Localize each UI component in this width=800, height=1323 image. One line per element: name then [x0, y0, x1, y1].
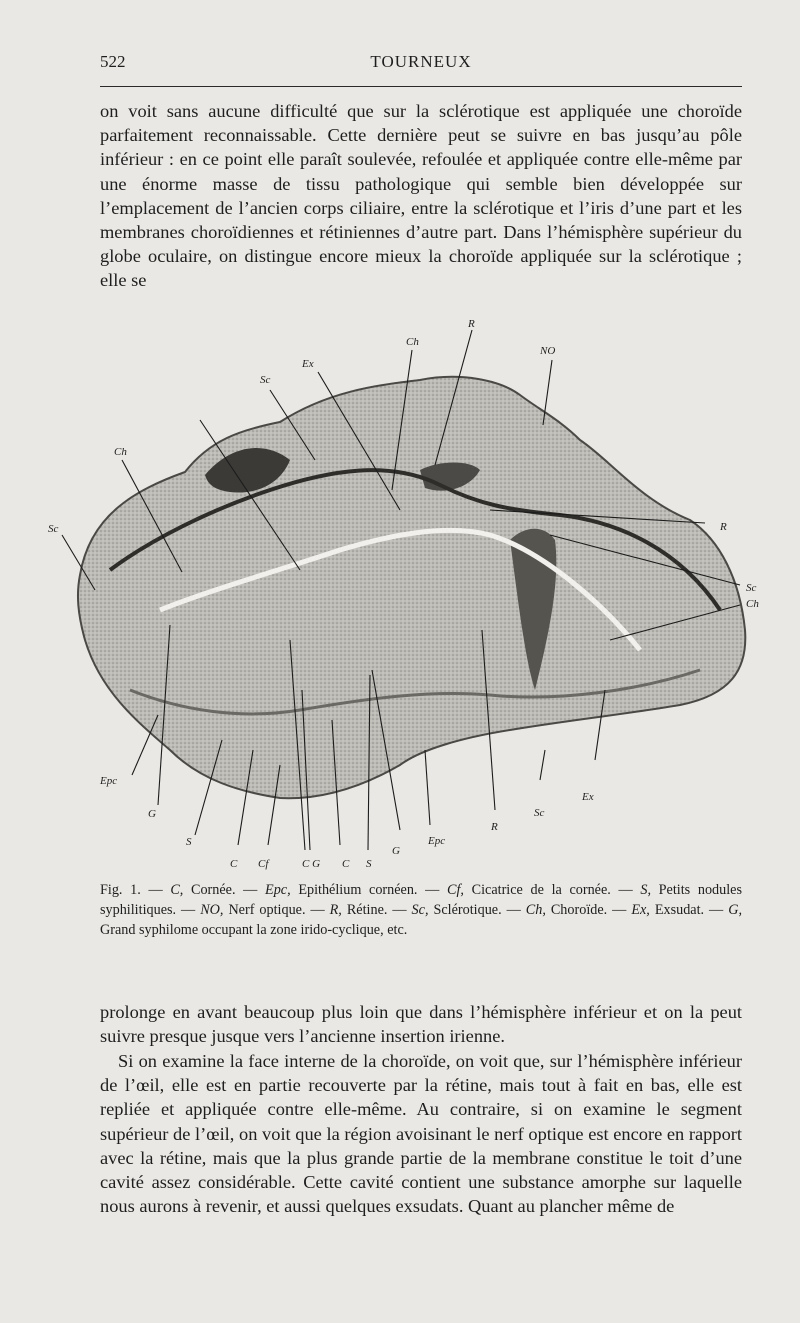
caption-abbr-ch: Ch,: [525, 902, 546, 918]
label-ex-top: Ex: [302, 358, 314, 370]
label-epc-bottom: Epc: [428, 835, 446, 847]
label-ch-right: Ch: [746, 598, 759, 610]
caption-abbr-r: R,: [329, 902, 342, 918]
label-sc-bottom: Sc: [534, 807, 545, 819]
figure-caption: [100, 880, 742, 940]
label-r-bottom: R: [491, 821, 498, 833]
label-sc-left: Sc: [48, 523, 59, 535]
caption-text-ch: Choroïde. —: [545, 902, 632, 918]
label-c: C: [230, 858, 238, 870]
paragraph-3: Si on examine la face interne de la choroïde, on voit que, sur l’hémisphère inférieur de l’œil, elle est en partie recouverte par la rétine, mais tout à fait en bas, elle est repliée et appliquée contre elle-même. Au contraire, si on examine le segment supérieur de l’œil, on voit que la région avoisinant le nerf optique est encore en rapport avec la rétine, mais que la plus grande partie de la membrane constitue le toit d’une cavité assez considérable. Cette cavité contient une substance amorphe sur laquelle nous aurons à revenir, et aussi quelques exsudats. Quant au plancher même de: [100, 1051, 742, 1217]
figure-eye-section: [40, 310, 780, 880]
figure-drawing: [40, 310, 780, 880]
paragraph-2: prolonge en avant beaucoup plus loin que dans l’hémisphère inférieur et on la peut suivre presque jusque vers l’ancienne insertion irienne.: [100, 1002, 742, 1047]
label-cf: Cf: [258, 858, 269, 870]
label-r-right: R: [720, 521, 727, 533]
caption-text-no: Nerf optique. —: [223, 902, 330, 918]
caption-text-g: Grand syphilome occupant la zone irido-cyclique, etc.: [100, 922, 408, 938]
caption-abbr-ex: Ex,: [631, 902, 650, 918]
caption-number: Fig. 1. —: [100, 882, 163, 898]
caption-text-c: Cornée. —: [183, 882, 266, 898]
page-header: [100, 52, 742, 76]
page-number: 522: [100, 52, 126, 71]
eye-section-specimen: [78, 377, 745, 798]
label-ch-left: Ch: [114, 446, 127, 458]
label-ex-right: Ex: [582, 791, 594, 803]
label-epc-left: Epc: [100, 775, 118, 787]
caption-abbr-no: NO,: [200, 902, 224, 918]
caption-text-r: Rétine. —: [341, 902, 412, 918]
label-no: NO: [540, 345, 556, 357]
label-s-left: S: [186, 836, 192, 848]
label-ch-top: Ch: [406, 336, 419, 348]
caption-abbr-c: C,: [170, 882, 184, 898]
caption-abbr-cf: Cf,: [447, 882, 464, 898]
label-c2: C: [342, 858, 350, 870]
caption-abbr-epc: Epc,: [265, 882, 291, 898]
label-g-bottom: G: [392, 845, 400, 857]
caption-abbr-sc: Sc,: [411, 902, 429, 918]
caption-abbr-s: S,: [640, 882, 651, 898]
label-g-left: G: [148, 808, 156, 820]
label-cg: C G: [302, 858, 321, 870]
label-sc-right: Sc: [746, 582, 757, 594]
caption-text-ex: Exsudat. —: [649, 902, 729, 918]
caption-text-epc: Epithélium cornéen. —: [290, 882, 448, 898]
caption-text-s: Petits nodules syphilitiques. —: [100, 882, 742, 918]
header-rule: [100, 86, 742, 87]
label-r-top: R: [468, 318, 475, 330]
label-s2: S: [366, 858, 372, 870]
caption-text-sc: Sclérotique. —: [428, 902, 526, 918]
paragraph-1: on voit sans aucune difficulté que sur la sclérotique est appliquée une choroïde parfaitement reconnaissable. Cette dernière peut se suivre en bas jusqu’au pôle inférieur : en ce point elle paraît soulevée, refoulée et appliquée contre elle-même par une énorme masse de tissu pathologique qui semble bien développée sur l’emplacement de l’ancien corps ciliaire, entre la sclérotique et l’iris d’une part et les membranes choroïdiennes et rétiniennes d’autre part. Dans l’hémisphère supérieur du globe oculaire, on distingue encore mieux la choroïde appliquée sur la sclérotique ; elle se: [100, 101, 742, 291]
caption-text-cf: Cicatrice de la cornée. —: [463, 882, 641, 898]
caption-abbr-g: G,: [728, 902, 742, 918]
label-sc-top: Sc: [260, 374, 271, 386]
running-title: TOURNEUX: [370, 52, 472, 71]
